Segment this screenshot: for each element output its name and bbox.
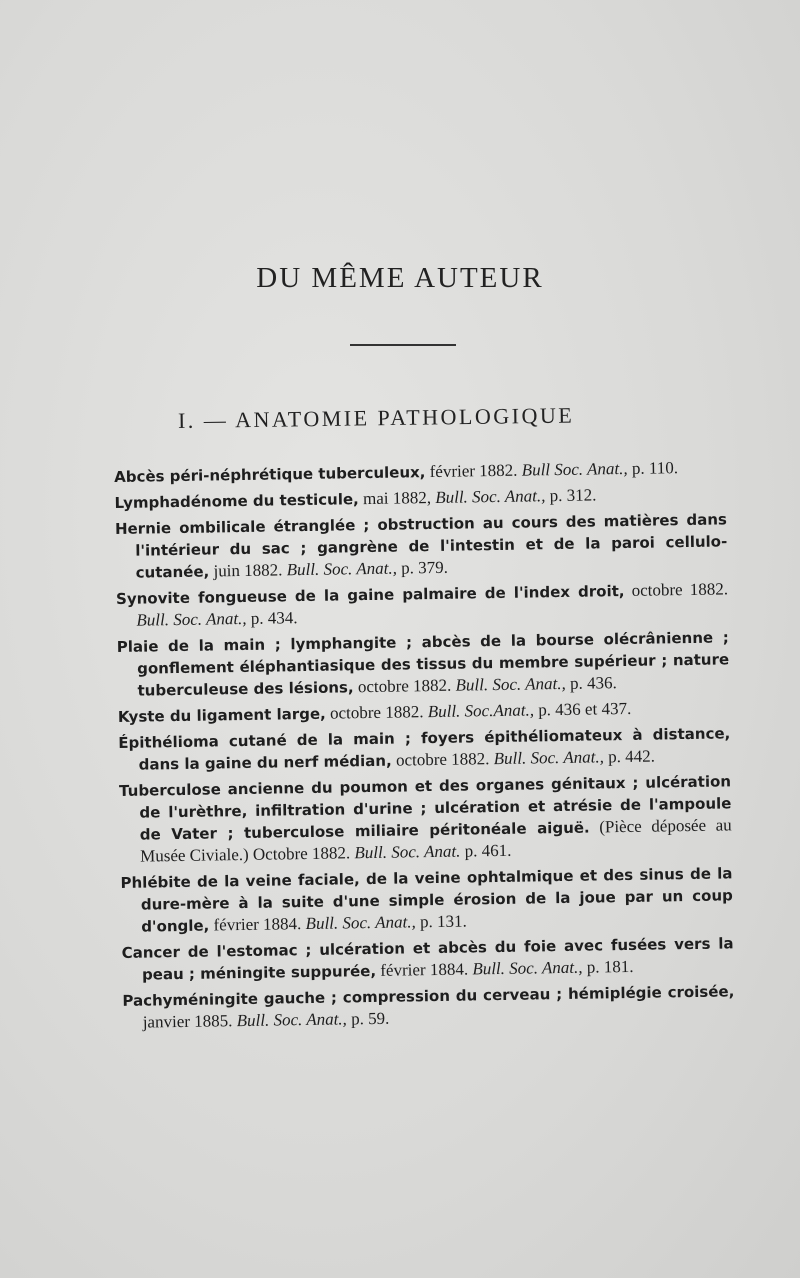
entry-page: p. 59. — [346, 1008, 390, 1029]
entry-date: février 1884. — [375, 959, 469, 980]
list-item — [121, 932, 734, 986]
entry-journal: Bull. Soc. Anat., — [136, 608, 247, 630]
entry-page: p. 131. — [415, 911, 467, 932]
entry-title: Hernie ombilicale étranglée ; obstruction au cours des matières dans l'intérieur du sac ; gangrène de l'intestin et de la paroi cellulo-cutanée, — [114, 510, 728, 582]
entry-page: p. 434. — [246, 608, 298, 628]
entry-date: octobre 1882. — [325, 702, 424, 723]
entry-title: Lymphadénome du testicule, — [114, 490, 359, 512]
entry-journal: Bull. Soc.Anat., — [423, 700, 535, 722]
entry-date: (Pièce déposée au Musée Civiale.) Octobre 1882. — [139, 815, 732, 866]
page-title: DU MÊME AUTEUR — [256, 262, 544, 294]
entry-date: octobre 1882. — [391, 749, 490, 770]
entry-journal: Bull Soc. Anat., — [517, 458, 628, 480]
entry-journal: Bull. Soc. Anat., — [430, 486, 546, 508]
entry-journal: Bull. Soc. Anat., — [451, 673, 566, 695]
list-item — [117, 626, 730, 702]
entry-journal: Bull. Soc. Anat., — [282, 558, 398, 580]
entry-journal: Bull. Soc. Anat., — [301, 912, 416, 934]
entry-journal: Bull. Soc. Anat., — [467, 957, 583, 979]
entry-title: Cancer de l'estomac ; ulcération et abcès du foie avec fusées vers la peau ; méningite suppurée, — [121, 934, 734, 984]
entry-date: juin 1882. — [209, 560, 283, 581]
list-item — [120, 862, 733, 938]
entry-page: p. 442. — [603, 746, 656, 767]
entry-title: Tuberculose ancienne du poumon et des organes génitaux ; ulcération de l'urèthre, infiltration d'urine ; ulcération et atrésie de l'ampoule de Vater ; tuberculose miliaire péritonéale aiguë. — [118, 772, 732, 844]
list-item — [122, 980, 735, 1034]
list-item — [119, 770, 732, 868]
entry-journal: Bull. Soc. Anat., — [489, 747, 605, 769]
publication-list — [114, 456, 735, 1038]
entry-page: p. 110. — [627, 458, 679, 478]
entry-date: octobre 1882. — [353, 675, 452, 697]
entry-page: p. 379. — [396, 557, 449, 578]
entry-title: Plaie de la main ; lymphangite ; abcès de la bourse olécrânienne ; gonflement éléphantiasique des tissus du membre supérieur ; nature tuberculeuse des lésions, — [116, 628, 730, 700]
list-item — [118, 722, 731, 776]
entry-title: Phlébite de la veine faciale, de la veine ophtalmique et des sinus de la dure-mère à la suite d'une simple érosion de la joue par un coup d'ongle, — [120, 864, 733, 936]
entry-date: février 1884. — [209, 914, 302, 935]
entry-title: Kyste du ligament large, — [117, 704, 326, 726]
entry-journal: Bull. Soc. Anat. — [350, 841, 461, 863]
entry-title: Abcès péri-néphrétique tuberculeux, — [114, 463, 426, 486]
entry-page: p. 312. — [545, 485, 597, 506]
entry-page: p. 436. — [565, 673, 617, 693]
entry-title: Épithélioma cutané de la main ; foyers épithéliomateux à distance, dans la gaine du nerf médian, — [118, 724, 731, 774]
entry-page: p. 181. — [582, 956, 634, 977]
list-item — [116, 578, 729, 632]
entry-journal: Bull. Soc. Anat., — [232, 1009, 348, 1031]
list-item — [115, 508, 728, 584]
entry-date: mai 1882, — [358, 488, 432, 509]
title-divider — [350, 344, 456, 346]
entry-date: octobre 1882. — [624, 579, 729, 600]
entry-page: p. 436 et 437. — [533, 698, 632, 720]
entry-date: janvier 1885. — [142, 1011, 233, 1032]
section-heading: I. — ANATOMIE PATHOLOGIQUE — [177, 402, 575, 433]
entry-title: Synovite fongueuse de la gaine palmaire de l'index droit, — [115, 581, 625, 608]
entry-date: février 1882. — [425, 460, 518, 482]
entry-title: Pachyméningite gauche ; compression du cerveau ; hémiplégie croisée, — [122, 982, 735, 1010]
entry-page: p. 461. — [460, 840, 512, 861]
